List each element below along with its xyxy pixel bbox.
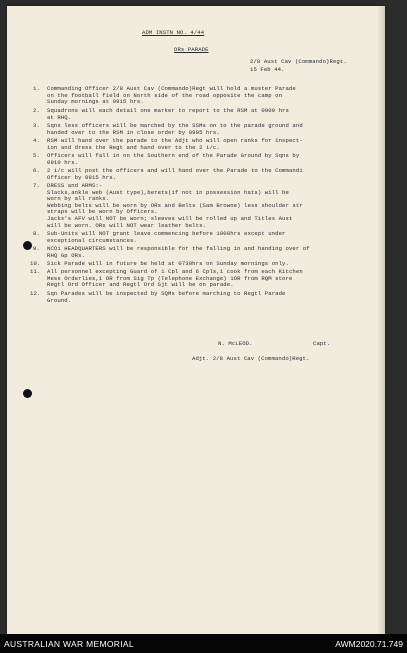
punch-hole	[23, 241, 32, 250]
item-text: 2 i/c will post the officers and will hand over the Parade to the Commandi Officer by 0915 hrs.	[47, 167, 303, 181]
item-text: Sqn Parades will be inspected by SQMs before marching to Regtl Parade Ground.	[47, 290, 286, 304]
signature-name: N. McLEOD.	[218, 340, 253, 347]
item-number: 7.	[33, 182, 40, 189]
item-text: NCOi HEADQUARTERS will be responsible for the falling in and handing over of RHQ Gp ORs.	[47, 245, 310, 259]
item-number: 6.	[33, 167, 40, 174]
item-text: Sub-Units will NOT grant leave commencing before 1000hrs except under exceptional circumstances.	[47, 230, 286, 244]
signature-rank: Capt.	[313, 340, 331, 347]
document-title: ADM INSTN NO. 4/44	[142, 29, 205, 36]
document-subtitle: ORs PARADE	[174, 46, 209, 53]
item-number: 2.	[33, 107, 40, 114]
document-date: 15 Feb 44.	[250, 66, 285, 73]
item-text: Sqns less officers will be marched by the SSMs on to the parade ground and handed over to the RSM in close order by 0905 hrs.	[47, 122, 303, 136]
document-page	[7, 6, 385, 634]
item-text: DRESS and ARMS:- Slacks,ankle web (Aust type),berets(if not in possession hats) will be worn by all ranks. Webbing belts will be worn by ORs and Belts (Sam Browne) less shoulder str straps will be worn by Officers. Jacks's AFV will NOT be worn; sleeves will be rolled up and Titles Aust will be worn. ORs will NOT wear leather belts.	[47, 182, 303, 229]
item-number: 9.	[33, 245, 40, 252]
item-text: Squadrons will each detail one marker to report to the RSM at 0900 hrs at RHQ.	[47, 107, 289, 121]
item-text: Sick Parade will in future be held at 0730hrs on Sunday mornings only.	[47, 260, 289, 267]
item-text: Officers will fall in on the Southern end of the Parade Ground by Sqns by 0910 hrs.	[47, 152, 300, 166]
archive-name: AUSTRALIAN WAR MEMORIAL	[4, 639, 134, 649]
item-text: RSM will hand over the parade to the Adjt who will open ranks for inspect- ion and dress the Regt and hand over to the 2 i/c.	[47, 137, 303, 151]
item-number: 8.	[33, 230, 40, 237]
unit-name: 2/8 Aust Cav (Commando)Regt.	[250, 58, 347, 65]
item-number: 10.	[30, 260, 41, 267]
item-number: 11.	[30, 268, 41, 275]
item-number: 5.	[33, 152, 40, 159]
item-number: 3.	[33, 122, 40, 129]
punch-hole	[23, 389, 32, 398]
archive-reference: AWM2020.71.749	[335, 639, 403, 649]
item-text: Commanding Officer 2/8 Aust Cav (Commando)Regt will hold a muster Parade on the football field on North side of the road opposite the camp on Sunday mornings at 0915 hrs.	[47, 85, 296, 106]
archive-footer	[0, 634, 407, 653]
signature-title: Adjt. 2/8 Aust Cav (Commando)Regt.	[192, 355, 310, 362]
item-text: All personnel excepting Guard of 1 Cpl and 6 Cpls,1 cook from each Kitchen Mess Orderlies,1 OR from Sig Tp (Telephone Exchange) 1OR from RQM store Regtl Ord Officer and Regtl Ord Sjt will be on parade.	[47, 268, 303, 289]
item-number: 12.	[30, 290, 41, 297]
item-number: 4.	[33, 137, 40, 144]
item-number: 1.	[33, 85, 40, 92]
